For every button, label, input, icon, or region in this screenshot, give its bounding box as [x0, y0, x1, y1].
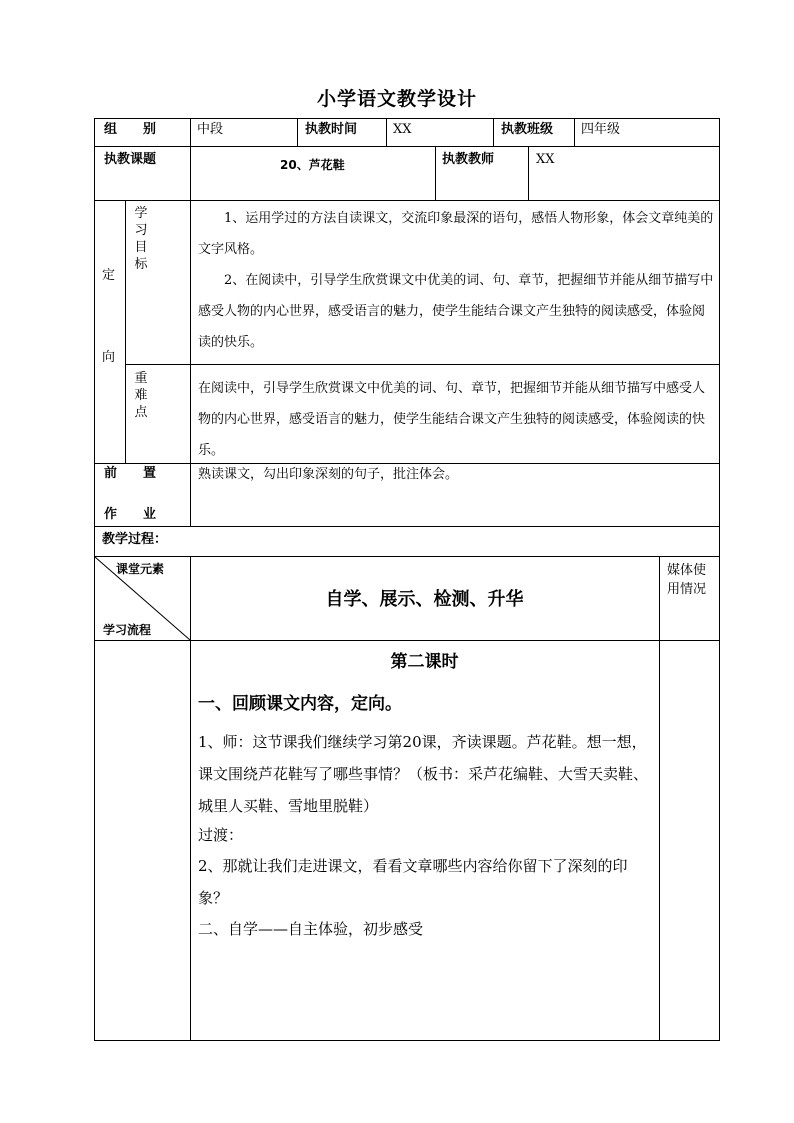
diagonal-header-top: 课堂元素	[116, 562, 165, 576]
document-title: 小学语文教学设计	[316, 88, 477, 110]
section-1-heading: 一、回顾课文内容，定向。	[198, 694, 402, 714]
class-label: 执教班级	[501, 122, 554, 137]
diagonal-header-bottom: 学习流程	[103, 623, 152, 637]
content-item-2: 2、那就让我们走进课文，看看文章哪些内容给你留下了深刻的印象？	[198, 857, 628, 907]
orientation-label-top: 定	[102, 268, 116, 283]
lesson-title: 第二课时	[390, 652, 459, 672]
process-header: 自学、展示、检测、升华	[325, 589, 524, 610]
class-value: 四年级	[581, 122, 621, 137]
key-points-label: 重难点	[134, 371, 148, 420]
prework-text: 熟读课文，勾出印象深刻的句子，批注体会。	[198, 467, 459, 482]
teacher-label: 执教教师	[442, 152, 495, 167]
teacher-value: XX	[536, 152, 555, 167]
time-label: 执教时间	[305, 122, 358, 137]
time-value: XX	[393, 122, 412, 137]
prework-label-top: 前 置	[104, 466, 157, 481]
goal-2: 2、在阅读中，引导学生欣赏课文中优美的词、句、章节，把握细节并能从细节描写中感受人物的内心世界，感受语言的魅力，使学生能结合课文产生独特的阅读感受，体验阅读的快乐。	[198, 273, 714, 350]
group-label: 组 别	[104, 122, 157, 137]
goal-1: 1、运用学过的方法自读课文，交流印象最深的语句，感悟人物形象，体会文章纯美的文字风格。	[198, 211, 714, 257]
topic-label: 执教课题	[104, 152, 157, 167]
key-points-text: 在阅读中，引导学生欣赏课文中优美的词、句、章节，把握细节并能从细节描写中感受人物的内心世界，感受语言的魅力，使学生能结合课文产生独特的阅读感受，体验阅读的快乐。	[198, 381, 706, 458]
content-item-1: 1、师：这节课我们继续学习第20课，齐读课题。芦花鞋。想一想，课文围绕芦花鞋写了哪些事情？（板书：采芦花编鞋、大雪天卖鞋、城里人买鞋、雪地里脱鞋）	[198, 733, 649, 815]
topic-value: 20、芦花鞋	[280, 158, 345, 172]
transition-text: 过渡：	[198, 826, 244, 844]
orientation-label-bottom: 向	[102, 350, 116, 365]
goals-label: 学习目标	[134, 206, 148, 272]
prework-label-bottom: 作 业	[104, 507, 157, 522]
media-usage-label: 媒体使用情况	[667, 563, 707, 597]
process-label: 教学过程：	[102, 532, 168, 547]
section-2-heading: 二、自学——自主体验，初步感受	[198, 920, 424, 938]
group-value: 中段	[197, 122, 224, 137]
